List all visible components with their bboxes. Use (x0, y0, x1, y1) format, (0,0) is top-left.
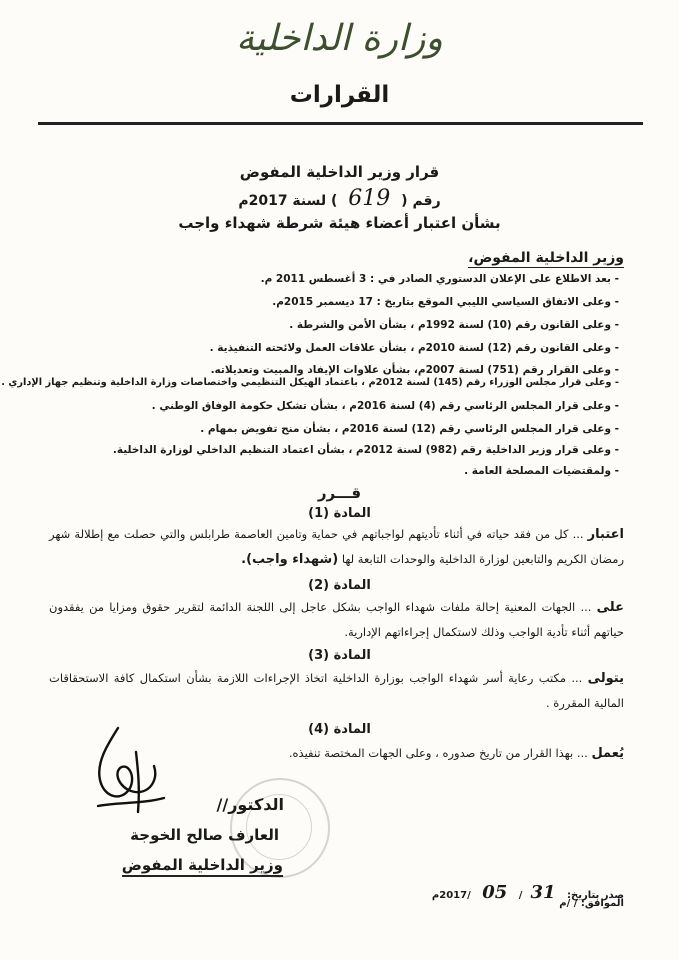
issue-year: /2017م (431, 890, 471, 901)
article-lead: يُعمل (591, 746, 624, 761)
issue-date-label: صدر بتاريخ: (567, 890, 624, 901)
article-lead: على (596, 600, 624, 615)
corresponding-date (559, 898, 624, 909)
ministry-logo: وزارة الداخلية (236, 18, 443, 59)
corresponding-value: / /م (559, 898, 578, 909)
article-heading: المادة (2) (308, 578, 371, 593)
number-suffix: ) لسنة 2017م (238, 193, 338, 209)
article-heading: المادة (1) (308, 506, 371, 521)
recital-item: - وعلى القرار رقم (751) لسنة 2007م، بشأن علاوات الإيفاد والمبيت وتعديلاته. (210, 364, 619, 376)
issue-date: صدر بتاريخ: 31/ 05 /2017م (431, 882, 624, 903)
handwritten-signature (78, 722, 170, 818)
decision-number (0, 186, 679, 211)
recital-item: - بعد الاطلاع على الإعلان الدستوري الصادر في : 3 أغسطس 2011 م. (260, 273, 619, 285)
article-text: ... مكتب رعاية أسر شهداء الواجب بوزارة الداخلية اتخاذ الإجراءات اللازمة بشأن استكمال كافة الاستحقاقات المالية المقررة . (49, 671, 624, 710)
signatory-name: العارف صالح الخوجة (130, 826, 279, 844)
recital-item: - وعلى قرار المجلس الرئاسي رقم (4) لسنة 2016م ، بشأن تشكل حكومة الوفاق الوطني . (151, 400, 619, 412)
article-text: ... كل من فقد حياته في أثناء تأديتهم لواجباتهم في حماية وتامين العاصمة طرابلس والتي حصلت مع إطلالة شهر رمضان الكريم والتابعين لوزارة الداخلية والوحدات التابعة لها (49, 527, 624, 566)
number-prefix: رقم ( (401, 193, 441, 209)
decision-title: قرار وزير الداخلية المفوض (239, 163, 440, 181)
corresponding-label: الموافق: (580, 898, 624, 909)
article-heading: المادة (3) (308, 648, 371, 663)
recital-item: - وعلى القانون رقم (12) لسنة 2010م ، بشأن علاقات العمل ولائحته التنفيذية . (209, 342, 619, 354)
recital-item: - وعلى قرار وزير الداخلية رقم (982) لسنة 2012م ، بشأن اعتماد التنظيم الداخلي لوزارة الداخلية. (112, 444, 619, 456)
signatory-title: الدكتور// (216, 795, 284, 814)
article-body (49, 666, 624, 715)
article-lead: يتولى (587, 671, 624, 686)
handwritten-number: 619 (348, 186, 391, 211)
article-body (49, 595, 624, 644)
article-body (49, 522, 624, 572)
article-text: ... بهذا القرار من تاريخ صدوره ، وعلى الجهات المختصة تنفيذه. (288, 746, 592, 760)
article-emphasis: (شهداء واجب). (241, 552, 339, 567)
recital-item: - ولمقتضيات المصلحة العامة . (464, 465, 619, 477)
decision-subject: بشأن اعتبار أعضاء هيئة شرطة شهداء واجب (178, 214, 501, 232)
recital-item: - وعلى القانون رقم (10) لسنة 1992م ، بشأن الأمن والشرطة . (289, 319, 619, 331)
section-title: القرارات (289, 82, 390, 108)
resolve-heading: قـــرر (317, 484, 362, 502)
issue-month: 05 (482, 882, 508, 903)
article-lead: اعتبار (587, 527, 624, 542)
recital-item: - وعلى الاتفاق السياسي الليبي الموقع بتاريخ : 17 ديسمبر 2015م. (272, 296, 619, 308)
article-text: ... الجهات المعنية إحالة ملفات شهداء الواجب بشكل عاجل إلى اللجنة الدائمة لتقرير حقوق ومزايا من يفقدون حياتهم أثناء تأدية الواجب وذلك لاستكمال إجراءاتهم الإدارية. (49, 600, 624, 639)
recital-item: - وعلى قرار المجلس الرئاسي رقم (12) لسنة 2016م ، بشأن منح تفويض بمهام . (200, 423, 619, 435)
article-heading: المادة (4) (308, 722, 371, 737)
recital-item: - وعلى قرار مجلس الوزراء رقم (145) لسنة 2012م ، باعتماد الهيكل التنظيمي واختصاصات وزارة الداخلية وتنظيم جهاز الإداري . (1, 377, 619, 388)
signatory-role: وزير الداخلية المفوض (122, 856, 283, 877)
preamble-heading: وزير الداخلية المفوض، (468, 250, 624, 266)
issue-day: 31 (530, 882, 556, 903)
header-divider (38, 122, 643, 125)
